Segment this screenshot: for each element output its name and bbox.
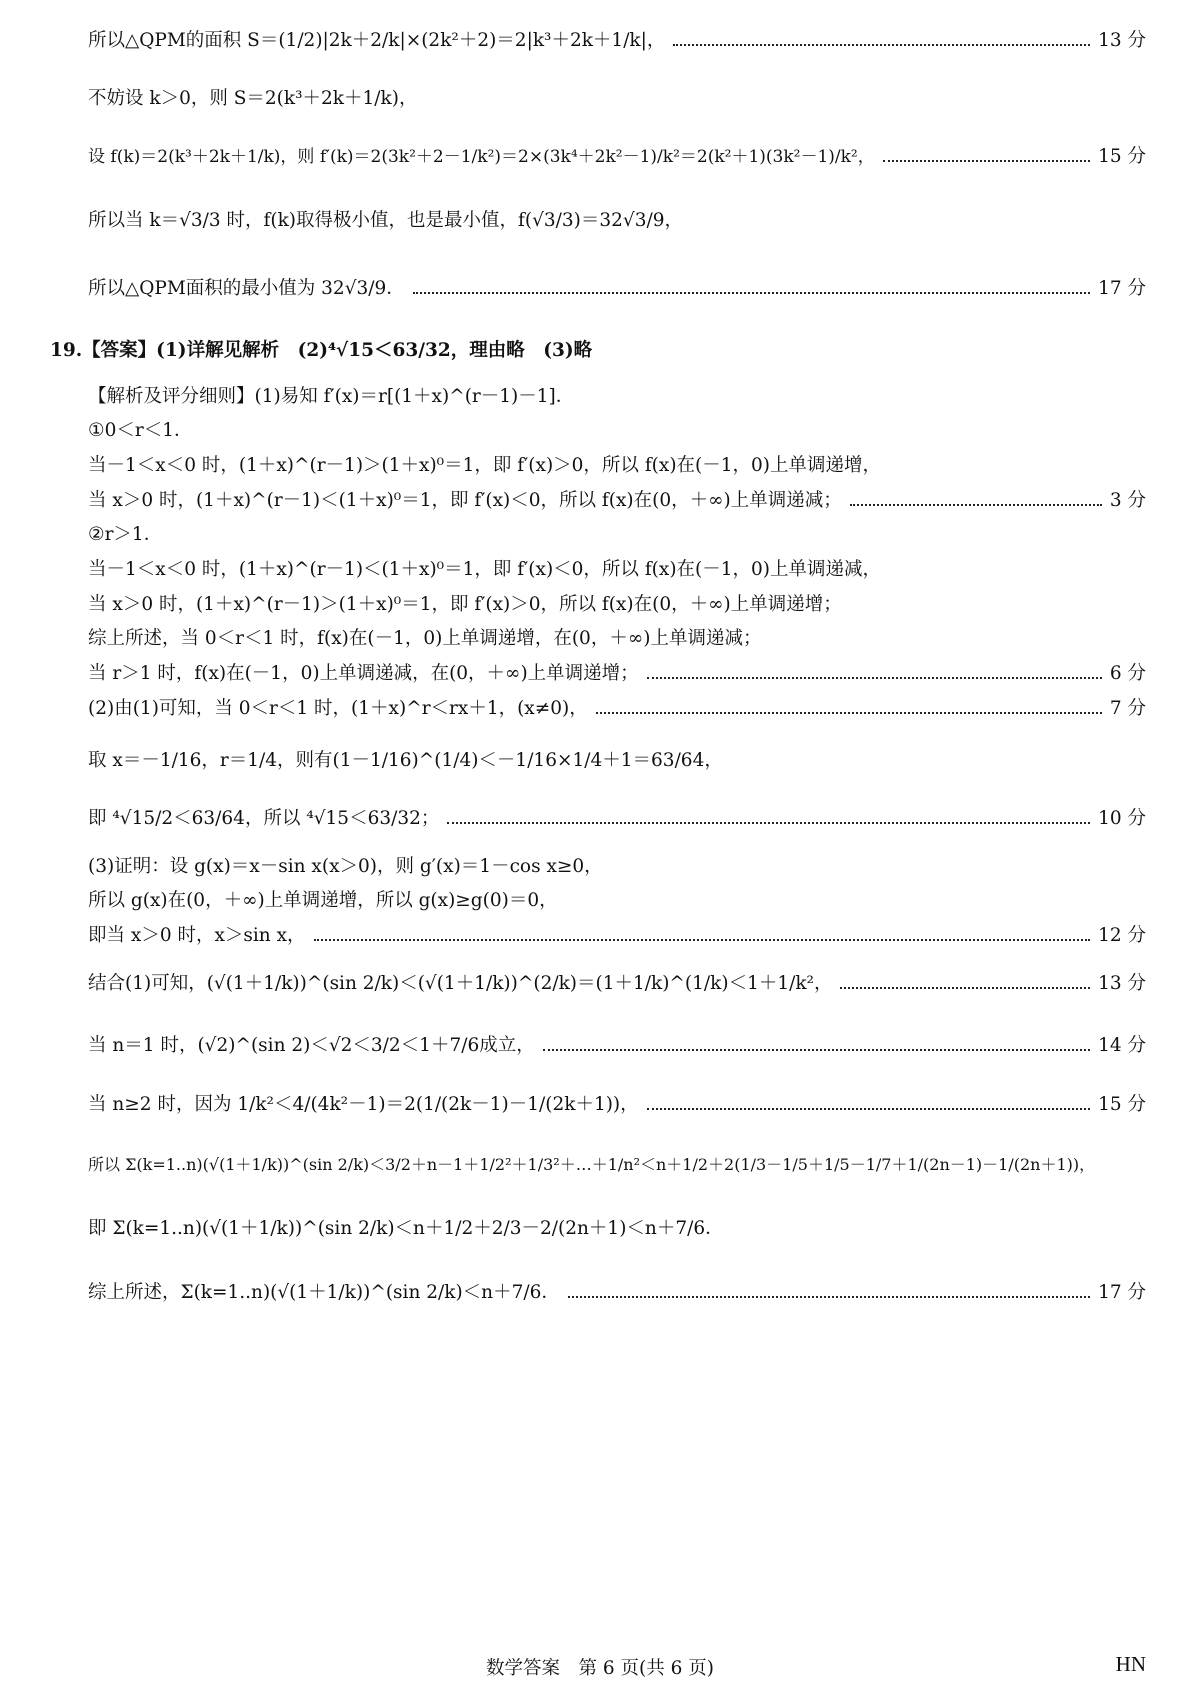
leader-dots	[840, 987, 1090, 989]
line-text: 19.【答案】(1)详解见解析 (2)⁴√15＜63/32，理由略 (3)略	[50, 340, 593, 361]
leader-dots	[596, 712, 1102, 714]
footer-page-number: 数学答案 第 6 页(共 6 页)	[486, 1658, 714, 1679]
score-label: 6 分	[1109, 663, 1146, 684]
leader-dots	[447, 822, 1090, 824]
score-label: 15 分	[1098, 146, 1146, 167]
line-text: 当 x＞0 时，(1＋x)^(r－1)＞(1＋x)⁰＝1，即 f′(x)＞0，所以 f(x)在(0，＋∞)上单调递增；	[88, 594, 842, 615]
line-text: ①0＜r＜1．	[88, 420, 193, 441]
solution-line	[88, 420, 1146, 442]
line-text: 即 Σ(k=1..n)(√(1＋1/k))^(sin 2/k)＜n＋1/2＋2/3－2/(2n＋1)＜n＋7/6．	[88, 1218, 724, 1239]
leader-dots	[568, 1296, 1090, 1298]
solution-line	[88, 559, 1146, 581]
line-text: 所以△QPM面积的最小值为 32√3/9．	[88, 278, 405, 299]
leader-dots	[673, 44, 1090, 46]
leader-dots	[413, 292, 1090, 294]
line-text: 当 n＝1 时，(√2)^(sin 2)＜√2＜3/2＜1＋7/6成立，	[88, 1035, 535, 1056]
line-text: 当 n≥2 时，因为 1/k²＜4/(4k²－1)＝2(1/(2k－1)－1/(2k＋1))，	[88, 1094, 639, 1115]
leader-dots	[850, 504, 1102, 506]
solution-line	[88, 856, 1146, 878]
solution-line	[88, 278, 1146, 300]
analysis-heading	[88, 386, 1146, 408]
leader-dots	[647, 1108, 1090, 1110]
solution-line	[88, 1035, 1146, 1057]
solution-line	[88, 808, 1146, 830]
solution-line	[88, 210, 1146, 232]
footer-region-code: HN	[1115, 1652, 1146, 1676]
score-label: 15 分	[1098, 1094, 1146, 1115]
solution-line	[88, 1218, 1146, 1240]
score-label: 3 分	[1109, 490, 1146, 511]
solution-line	[88, 890, 1146, 912]
line-text: (3)证明：设 g(x)＝x－sin x(x＞0)，则 g′(x)＝1－cos x≥0，	[88, 856, 603, 877]
line-text: 当 x＞0 时，(1＋x)^(r－1)＜(1＋x)⁰＝1，即 f′(x)＜0，所以 f(x)在(0，＋∞)上单调递减；	[88, 490, 842, 511]
leader-dots	[647, 677, 1102, 679]
solution-line	[88, 1094, 1146, 1116]
line-text: 综上所述，当 0＜r＜1 时，f(x)在(－1，0)上单调递增，在(0，＋∞)上单调递减；	[88, 628, 762, 649]
score-label: 12 分	[1098, 925, 1146, 946]
score-label: 14 分	[1098, 1035, 1146, 1056]
line-text: 当 r＞1 时，f(x)在(－1，0)上单调递减，在(0，＋∞)上单调递增；	[88, 663, 639, 684]
line-text: 当－1＜x＜0 时，(1＋x)^(r－1)＞(1＋x)⁰＝1，即 f′(x)＞0，所以 f(x)在(－1，0)上单调递增，	[88, 455, 882, 476]
solution-line	[88, 594, 1146, 616]
line-text: (2)由(1)可知，当 0＜r＜1 时，(1＋x)^r＜rx＋1，(x≠0)，	[88, 698, 588, 719]
solution-line	[88, 750, 1146, 772]
solution-line	[88, 146, 1146, 168]
line-text: 不妨设 k＞0，则 S＝2(k³＋2k＋1/k)，	[88, 88, 418, 109]
solution-line	[88, 1282, 1146, 1304]
solution-line	[88, 925, 1146, 947]
leader-dots	[314, 939, 1091, 941]
line-text: 设 f(k)＝2(k³＋2k＋1/k)，则 f′(k)＝2(3k²＋2－1/k²)＝2×(3k⁴＋2k²－1)/k²＝2(k²＋1)(3k²－1)/k²，	[88, 146, 875, 167]
score-label: 13 分	[1098, 30, 1146, 51]
solution-line	[88, 698, 1146, 720]
solution-line	[88, 524, 1146, 546]
score-label: 17 分	[1098, 278, 1146, 299]
line-text: 所以 g(x)在(0，＋∞)上单调递增，所以 g(x)≥g(0)＝0，	[88, 890, 558, 911]
line-text: 当－1＜x＜0 时，(1＋x)^(r－1)＜(1＋x)⁰＝1，即 f′(x)＜0，所以 f(x)在(－1，0)上单调递减，	[88, 559, 882, 580]
line-text: 所以△QPM的面积 S＝(1/2)|2k＋2/k|×(2k²＋2)＝2|k³＋2k＋1/k|，	[88, 30, 666, 51]
score-label: 17 分	[1098, 1282, 1146, 1303]
solution-line	[88, 88, 1146, 110]
line-text: 综上所述，Σ(k=1..n)(√(1＋1/k))^(sin 2/k)＜n＋7/6．	[88, 1282, 560, 1303]
solution-line	[88, 628, 1146, 650]
line-text: ②r＞1．	[88, 524, 163, 545]
line-text: 即 ⁴√15/2＜63/64，所以 ⁴√15＜63/32；	[88, 808, 440, 829]
line-text: 【解析及评分细则】(1)易知 f′(x)＝r[(1＋x)^(r－1)－1]．	[88, 386, 575, 407]
solution-line	[88, 1155, 1146, 1174]
solution-line	[88, 663, 1146, 685]
question-19-answer	[50, 340, 1146, 362]
line-text: 所以 Σ(k=1..n)(√(1＋1/k))^(sin 2/k)＜3/2＋n－1＋1/2²＋1/3²＋…＋1/n²＜n＋1/2＋2(1/3－1/5＋1/5－1/7＋1/(2n－1)－1/(2n＋1))，	[88, 1155, 1096, 1174]
score-label: 10 分	[1098, 808, 1146, 829]
solution-line	[88, 30, 1146, 52]
score-label: 13 分	[1098, 973, 1146, 994]
leader-dots	[883, 160, 1090, 162]
leader-dots	[543, 1049, 1090, 1051]
solution-line	[88, 490, 1146, 512]
solution-line	[88, 455, 1146, 477]
solution-line	[88, 973, 1146, 995]
score-label: 7 分	[1109, 698, 1146, 719]
line-text: 结合(1)可知，(√(1＋1/k))^(sin 2/k)＜(√(1＋1/k))^(2/k)＝(1＋1/k)^(1/k)＜1＋1/k²，	[88, 973, 833, 994]
line-text: 取 x＝－1/16，r＝1/4，则有(1－1/16)^(1/4)＜－1/16×1/4＋1＝63/64，	[88, 750, 723, 771]
line-text: 所以当 k＝√3/3 时，f(k)取得极小值，也是最小值，f(√3/3)＝32√3/9，	[88, 210, 683, 231]
line-text: 即当 x＞0 时，x＞sin x，	[88, 925, 306, 946]
